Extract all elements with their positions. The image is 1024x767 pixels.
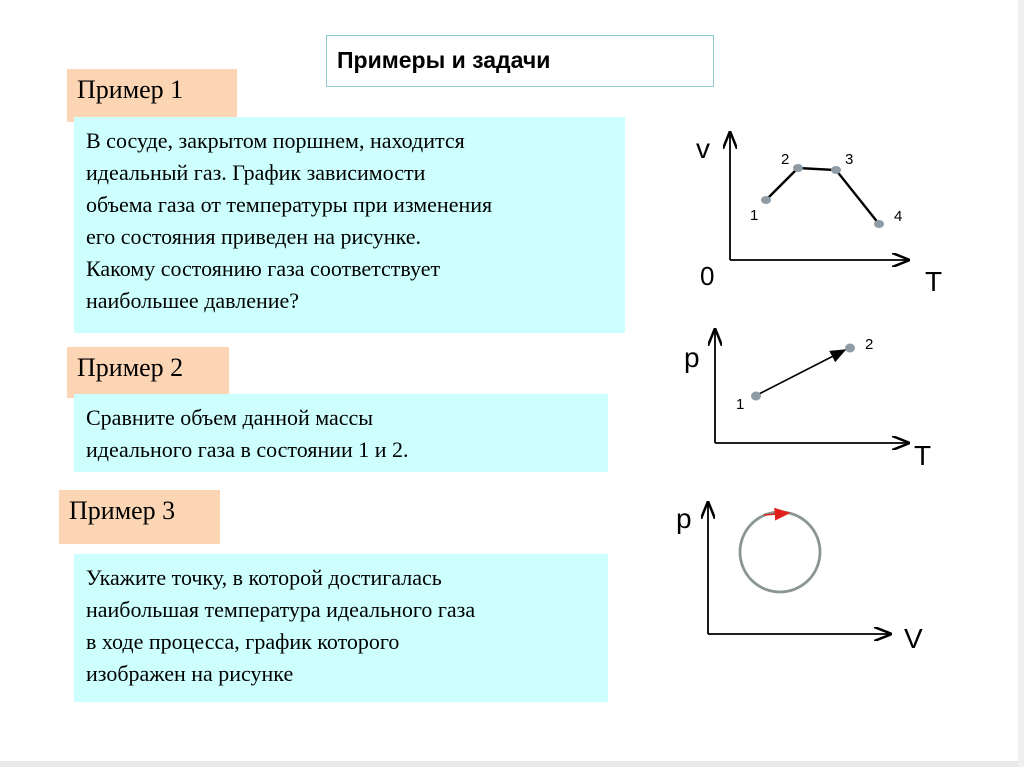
example-3-line: наибольшая температура идеального газа	[86, 597, 476, 622]
pt-process-line	[757, 350, 845, 395]
vt-point-4-label: 4	[894, 208, 903, 225]
pt-point-2-label: 2	[865, 336, 874, 353]
example-3-line: в ходе процесса, график которого	[86, 629, 400, 654]
pt-point-1-label: 1	[736, 396, 745, 413]
example-1-line: его состояния приведен на рисунке.	[86, 224, 421, 249]
example-1-line: объема газа от температуры при изменения	[86, 192, 493, 217]
page-title: Примеры и задачи	[326, 35, 714, 87]
example-2-line: Сравните объем данной массы	[86, 405, 374, 430]
slide-right-edge	[1018, 0, 1024, 767]
example-3-line: изображен на рисунке	[86, 661, 294, 686]
pt-y-axis-label: p	[684, 342, 700, 373]
vt-point-1-label: 1	[750, 207, 759, 224]
example-2-label: Пример 2	[67, 347, 229, 398]
vt-y-axis-label: v	[696, 133, 710, 164]
vt-point-3-label: 3	[845, 151, 854, 168]
example-2-text	[74, 394, 608, 472]
vt-point-2	[793, 164, 803, 172]
pt-x-axis-label: T	[914, 440, 932, 471]
example-3-text	[74, 554, 608, 702]
pt-point-2	[845, 344, 855, 353]
pv-y-axis-label: p	[676, 503, 692, 534]
vt-x-axis-label: T	[925, 266, 943, 297]
pv-cycle	[740, 512, 820, 592]
example-1-line: наибольшее давление?	[86, 288, 300, 313]
example-3-line: Укажите точку, в которой достигалась	[86, 565, 442, 590]
example-1-label: Пример 1	[67, 69, 237, 122]
example-1-line: В сосуде, закрытом поршнем, находится	[86, 128, 465, 153]
slide-bottom-edge	[0, 761, 1024, 767]
pt-point-1	[751, 392, 761, 401]
example-1-line: Какому состоянию газа соответствует	[86, 256, 441, 281]
pt-graph	[680, 325, 960, 475]
vt-point-3	[831, 166, 841, 174]
vt-point-1	[761, 196, 771, 204]
example-2-line: идеального газа в состоянии 1 и 2.	[86, 437, 409, 462]
pv-graph	[672, 498, 952, 658]
example-1-text	[74, 117, 625, 333]
vt-point-2-label: 2	[781, 151, 790, 168]
example-1-line: идеальный газ. График зависимости	[86, 160, 426, 185]
vt-origin-label: 0	[700, 261, 715, 291]
example-3-label: Пример 3	[59, 490, 220, 544]
vt-point-4	[874, 220, 884, 228]
vt-graph	[690, 128, 960, 298]
vt-process-line	[766, 168, 879, 224]
pv-x-axis-label: V	[904, 623, 923, 654]
